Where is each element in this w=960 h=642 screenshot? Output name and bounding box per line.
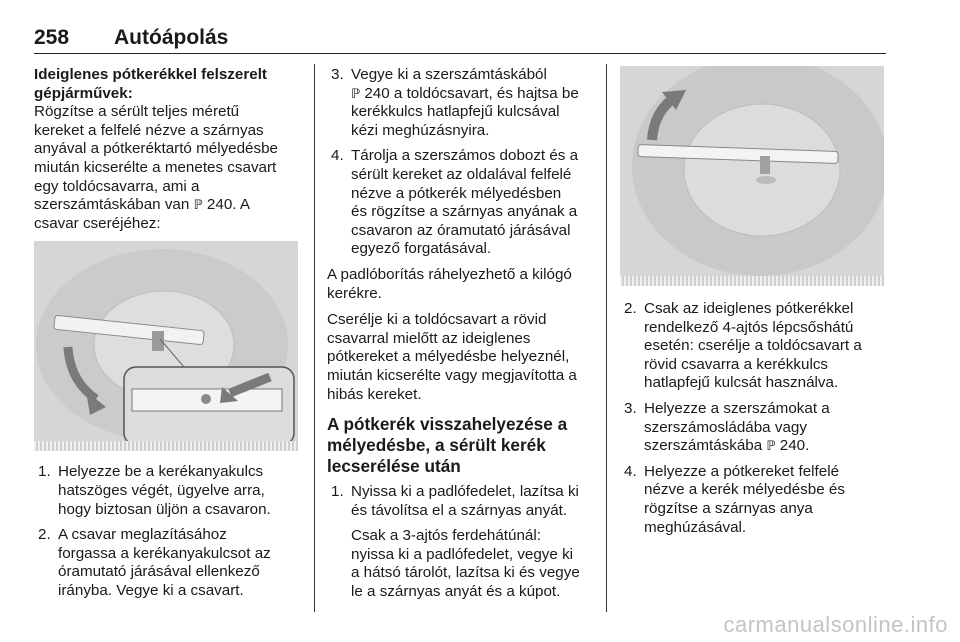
step-number: 1. — [331, 483, 344, 501]
step-line: irányba. Vegye ki a csavart. — [58, 581, 244, 599]
step-item — [327, 147, 595, 259]
spare-wheel-illustration — [620, 66, 884, 286]
steps-list-col3 — [620, 300, 888, 537]
steps-list-col1 — [34, 463, 304, 600]
watermark-text: carmanualsonline.info — [723, 612, 948, 637]
section-heading — [327, 414, 595, 477]
step-number: 2. — [38, 526, 51, 544]
step-line: Helyezze a szerszámokat a — [644, 399, 830, 417]
step-line: Helyezze be a kerékanyakulcs — [58, 463, 264, 481]
intro-line: anyával a pótkeréktartó mélyedésbe — [34, 140, 278, 158]
intro-line: kereket a felfelé nézve a szárnyas — [34, 121, 264, 139]
step-ref-text: szerszámtáskába — [644, 437, 763, 455]
step-line: rögzítse a szárnyas anya — [644, 499, 813, 517]
step-line: nézve a pótkerék mélyedésben — [351, 184, 562, 202]
step-item — [327, 483, 595, 602]
heading-line: lecserélése után — [327, 456, 461, 477]
paragraph-line: kerékre. — [327, 284, 382, 302]
step-line: Helyezze a pótkereket felfelé — [644, 462, 840, 480]
step-line: hogy biztosan üljön a csavaron. — [58, 500, 271, 518]
step-line: rövid csavarra a kerékkulcs — [644, 355, 829, 373]
intro-ref-text: szerszámtáskában van — [34, 196, 190, 214]
intro-line: csavar cseréjéhez: — [34, 214, 161, 232]
step-line: hatlapfejű kulcsát használva. — [644, 374, 839, 392]
step-number: 4. — [331, 147, 344, 165]
step-number: 1. — [38, 463, 51, 481]
steps-list-col2 — [327, 66, 595, 259]
heading-line: mélyedésbe, a sérült kerék — [327, 435, 546, 456]
step-line: kerékkulcs hatlapfejű kulcsával — [351, 103, 560, 121]
step-line: hatszöges végét, ügyelve arra, — [58, 481, 265, 499]
step-line: forgassa a kerékanyakulcsot az — [58, 544, 271, 562]
step-ref-line — [644, 437, 888, 456]
figure-bolt-removal — [34, 241, 298, 451]
steps-list-section — [327, 483, 595, 602]
step-line: és távolítsa el a szárnyas anyát. — [351, 501, 568, 519]
step-number: 3. — [624, 399, 637, 417]
step-item — [620, 300, 888, 393]
step-ref-text: 240 a toldócsavart, és hajtsa be — [364, 84, 579, 102]
step-line: Vegye ki a szerszámtáskából — [351, 66, 547, 83]
bolt-removal-illustration — [34, 241, 298, 451]
step-line: Csak az ideiglenes pótkerékkel — [644, 300, 854, 317]
step-number: 4. — [624, 462, 637, 480]
step-number: 3. — [331, 66, 344, 83]
figure-spare-wheel — [620, 66, 884, 286]
step-line: nézve a kerék mélyedésbe és — [644, 481, 845, 499]
step-line: A csavar meglazításához — [58, 526, 227, 544]
intro-line: miután kicserélte a menetes csavart — [34, 158, 277, 176]
step-sub-line: nyissa ki a padlófedelet, vegye ki — [351, 545, 574, 563]
step-line: sérült kereket az oldalával felfelé — [351, 165, 572, 183]
figure-caption-strip — [620, 276, 884, 286]
step-line: rendelkező 4-ajtós lépcsőshátú — [644, 318, 854, 336]
column-divider-2 — [606, 64, 607, 612]
page-header — [34, 24, 886, 54]
step-sub-line: Csak a 3-ajtós ferdehátúnál: — [351, 527, 541, 545]
step-line: óramutató járásával ellenkező — [58, 563, 260, 581]
step-item — [34, 463, 304, 519]
step-item — [620, 463, 888, 537]
paragraph-line: pótkereket a mélyedésbe helyeznél, — [327, 348, 570, 366]
step-ref-page: 240. — [779, 437, 810, 455]
step-line: csavaron az óramutató járásával — [351, 221, 571, 239]
step-ref-line — [351, 85, 595, 104]
intro-bold-1: Ideiglenes pótkerékkel felszerelt — [34, 66, 267, 83]
column-3 — [620, 66, 888, 544]
page-ref-icon: ℙ — [766, 438, 776, 454]
figure-caption-strip — [34, 441, 298, 451]
step-line: meghúzásával. — [644, 518, 747, 536]
paragraph-bolt-replace — [327, 311, 595, 404]
step-line: és rögzítse a szárnyas anyának a — [351, 203, 578, 221]
step-line: esetén: cserélje a toldócsavart a — [644, 337, 862, 355]
column-1 — [34, 66, 304, 608]
step-sub-line: le a szárnyas anyát és a kúpot. — [351, 583, 561, 601]
step-line: Tárolja a szerszámos dobozt és a — [351, 147, 579, 165]
intro-ref-page: 240. A — [206, 196, 250, 214]
intro-ref-line — [34, 196, 304, 215]
column-2 — [327, 66, 595, 609]
paragraph-line: A padlóborítás ráhelyezhető a kilógó — [327, 265, 572, 283]
running-title: Autóápolás — [114, 26, 229, 49]
intro-line: egy toldócsavarra, ami a — [34, 177, 200, 195]
column-divider-1 — [314, 64, 315, 612]
step-sub-line: a hátsó tárolót, lazítsa ki és vegye — [351, 564, 580, 582]
step-number: 2. — [624, 300, 637, 317]
paragraph-line: miután kicserélte vagy megjavította a — [327, 366, 577, 384]
step-item — [327, 66, 595, 140]
step-line: szerszámosládába vagy — [644, 418, 807, 436]
heading-line: A pótkerék visszahelyezése a — [327, 414, 568, 435]
page-ref-icon: ℙ — [193, 197, 203, 213]
paragraph-line: Cserélje ki a toldócsavart a rövid — [327, 311, 547, 329]
page-ref-icon: ℙ — [351, 85, 361, 101]
step-item — [620, 400, 888, 456]
step-item — [34, 526, 304, 600]
paragraph-line: hibás kereket. — [327, 385, 422, 403]
step-line: egyező forgatásával. — [351, 240, 492, 258]
step-line: Nyissa ki a padlófedelet, lazítsa ki — [351, 483, 579, 501]
paragraph-floor-cover — [327, 266, 595, 303]
step-line: kézi meghúzásnyira. — [351, 121, 490, 139]
page-number: 258 — [34, 26, 70, 49]
paragraph-line: csavarral mielőtt az ideiglenes — [327, 329, 531, 347]
intro-line: Rögzítse a sérült teljes méretű — [34, 103, 240, 121]
intro-bold-2: gépjárművek: — [34, 84, 133, 102]
